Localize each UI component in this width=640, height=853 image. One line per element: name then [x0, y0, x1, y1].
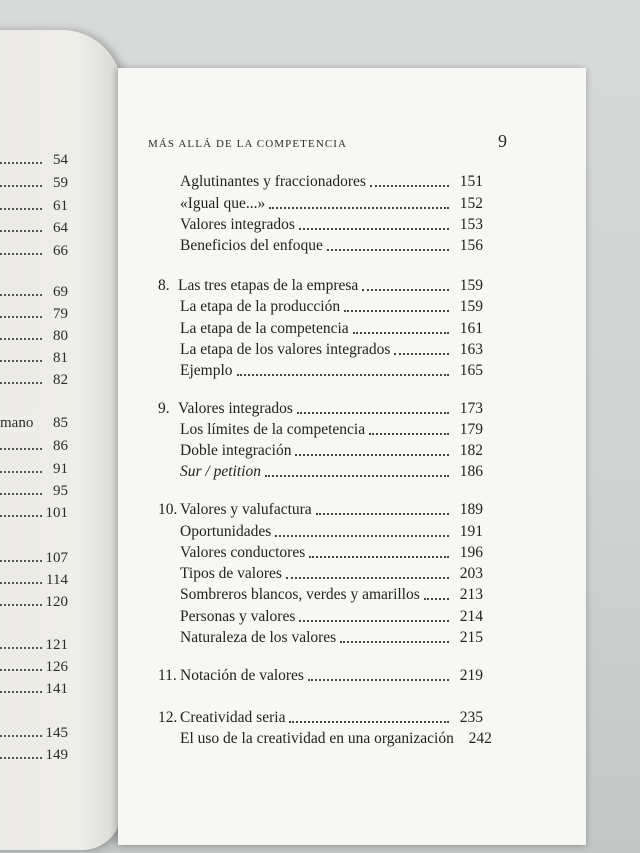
chapter-title: Notación de valores	[180, 667, 304, 684]
section-title: La etapa de la producción	[180, 298, 341, 315]
dot-leader	[0, 515, 42, 517]
toc-entry	[180, 582, 483, 604]
toc-entry	[180, 604, 483, 626]
section-title: Los límites de la competencia	[180, 421, 366, 438]
dot-leader	[269, 207, 449, 209]
page-ref: 186	[459, 463, 483, 480]
toc-entry	[180, 417, 483, 439]
dot-leader	[327, 249, 449, 251]
page-ref: 213	[459, 586, 483, 603]
dot-leader	[0, 185, 42, 187]
left-page-entry	[0, 500, 68, 522]
chapter-title: Valores integrados	[178, 400, 293, 417]
dot-leader	[340, 641, 449, 643]
page-ref: 242	[468, 730, 492, 747]
left-page-entry	[0, 193, 68, 215]
page-ref: 173	[459, 400, 483, 417]
dot-leader	[289, 721, 449, 723]
dot-leader	[0, 669, 42, 671]
dot-leader	[0, 162, 42, 164]
dot-leader	[309, 556, 449, 558]
left-page-entry-page: 121	[45, 637, 68, 653]
toc-entry	[180, 438, 483, 460]
dot-leader	[0, 294, 42, 296]
left-page-entry-page: 114	[46, 572, 68, 588]
left-page-entry	[0, 170, 68, 192]
section-title: Valores integrados	[180, 216, 295, 233]
dot-leader	[0, 691, 42, 693]
dot-leader	[295, 454, 449, 456]
left-page-entry	[0, 238, 68, 260]
toc-entry	[180, 625, 483, 647]
dot-leader	[237, 374, 449, 376]
toc-entry	[158, 663, 483, 685]
dot-leader	[0, 493, 42, 495]
dot-leader	[0, 253, 42, 255]
left-page-entry-page: 101	[45, 505, 68, 521]
left-page-entry	[0, 456, 68, 478]
chapter-number: 8.	[158, 277, 170, 294]
left-page-entry-page: 126	[45, 659, 68, 675]
left-page-entry-page: 82	[53, 372, 68, 388]
page-ref: 179	[459, 421, 483, 438]
section-title: Sombreros blancos, verdes y amarillos	[180, 586, 420, 603]
chapter-title: Valores y valufactura	[180, 501, 312, 518]
dot-leader	[0, 208, 42, 210]
running-head: MÁS ALLÁ DE LA COMPETENCIA	[148, 138, 348, 150]
dot-leader	[424, 598, 449, 600]
section-title: La etapa de los valores integrados	[180, 341, 391, 358]
left-page-entry-page: 66	[53, 243, 68, 259]
chapter-title: Creatividad seria	[180, 709, 286, 726]
left-page-entry-page: 95	[53, 483, 68, 499]
page-ref: 153	[459, 216, 483, 233]
dot-leader	[353, 332, 449, 334]
dot-leader	[0, 230, 42, 232]
page-ref: 151	[459, 173, 483, 190]
page-ref: 159	[459, 298, 483, 315]
left-page-entry-page: 81	[53, 350, 68, 366]
page-ref: 189	[459, 501, 483, 518]
toc-entry	[180, 191, 483, 213]
page-number: 9	[498, 131, 507, 151]
page-ref: 165	[459, 362, 483, 379]
toc-entry	[180, 459, 483, 481]
section-title: Personas y valores	[180, 608, 296, 625]
left-page-entry	[0, 433, 68, 455]
dot-leader	[362, 289, 449, 291]
page-ref: 235	[459, 709, 483, 726]
left-page-entry-page: 61	[53, 198, 68, 214]
toc-entry	[158, 273, 483, 295]
toc-entry	[180, 212, 483, 234]
left-page	[0, 30, 122, 850]
dot-leader	[0, 448, 42, 450]
dot-leader	[0, 735, 42, 737]
page-ref: 163	[459, 341, 483, 358]
page-ref: 196	[459, 544, 483, 561]
dot-leader	[0, 316, 42, 318]
chapter-number: 9.	[158, 400, 170, 417]
left-page-entry-page: 91	[53, 461, 68, 477]
page-ref: 203	[459, 565, 483, 582]
dot-leader	[344, 310, 449, 312]
dot-leader	[0, 582, 42, 584]
dot-leader	[265, 475, 449, 477]
page-ref: 156	[459, 237, 483, 254]
left-page-entry	[0, 632, 68, 654]
section-title: Valores conductores	[180, 544, 306, 561]
toc-entry	[180, 233, 483, 255]
section-title: Beneficios del enfoque	[180, 237, 323, 254]
left-page-entry	[0, 589, 68, 611]
left-page-entry	[0, 279, 68, 301]
left-page-entry	[0, 478, 68, 500]
chapter-number: 12.	[158, 709, 178, 726]
chapter-number: 11.	[158, 667, 177, 684]
left-page-entry-page: 80	[53, 328, 68, 344]
dot-leader	[299, 228, 449, 230]
dot-leader	[0, 471, 42, 473]
section-title: Sur / petition	[180, 463, 261, 480]
left-page-entry	[0, 215, 68, 237]
left-page-entry-page: 149	[45, 747, 68, 763]
left-page-entry-label: mano	[0, 415, 36, 432]
section-title: Naturaleza de los valores	[180, 629, 337, 646]
left-page-entry-page: 79	[53, 306, 68, 322]
left-page-entry-page: 54	[53, 152, 68, 168]
left-page-entry	[0, 742, 68, 764]
page-ref: 191	[459, 523, 483, 540]
toc-entry	[180, 726, 492, 748]
page-ref: 182	[459, 442, 483, 459]
dot-leader	[286, 577, 449, 579]
toc-entry	[158, 497, 483, 519]
left-page-entry	[0, 676, 68, 698]
dot-leader	[369, 433, 449, 435]
left-page-entry-page: 69	[53, 284, 68, 300]
toc-entry	[158, 705, 483, 727]
toc-entry	[180, 519, 483, 541]
dot-leader	[394, 353, 449, 355]
left-page-entry-page: 86	[53, 438, 68, 454]
toc-entry	[180, 540, 483, 562]
left-page-entry-page: 85	[53, 415, 68, 431]
left-page-entry	[0, 301, 68, 323]
dot-leader	[0, 647, 42, 649]
section-title: Aglutinantes y fraccionadores	[180, 173, 366, 190]
left-page-entry	[0, 367, 68, 389]
chapter-title: Las tres etapas de la empresa	[178, 277, 359, 294]
left-page-entry	[0, 545, 68, 567]
left-page-entry-page: 107	[45, 550, 68, 566]
page-ref: 159	[459, 277, 483, 294]
chapter-number: 10.	[158, 501, 178, 518]
dot-leader	[0, 757, 42, 759]
left-page-entry	[0, 147, 68, 169]
left-page-entry	[0, 410, 68, 432]
left-page-entry	[0, 345, 68, 367]
section-title: El uso de la creatividad en una organización	[180, 730, 454, 747]
section-title: La etapa de la competencia	[180, 320, 349, 337]
left-page-entry-page: 120	[45, 594, 68, 610]
dot-leader	[275, 535, 449, 537]
toc-entry	[180, 337, 483, 359]
dot-leader	[297, 412, 449, 414]
dot-leader	[0, 338, 42, 340]
dot-leader	[0, 382, 42, 384]
left-page-entry-page: 145	[45, 725, 68, 741]
page-ref: 152	[459, 195, 483, 212]
left-page-entry	[0, 654, 68, 676]
section-title: Oportunidades	[180, 523, 272, 540]
dot-leader	[370, 185, 449, 187]
dot-leader	[299, 620, 449, 622]
section-title: «Igual que...»	[180, 195, 266, 212]
dot-leader	[0, 604, 42, 606]
section-title: Tipos de valores	[180, 565, 282, 582]
page-ref: 214	[459, 608, 483, 625]
left-page-entry	[0, 567, 68, 589]
left-page-entry-page: 64	[53, 220, 68, 236]
dot-leader	[0, 360, 42, 362]
toc-entry	[180, 169, 483, 191]
left-page-entry-page: 141	[45, 681, 68, 697]
dot-leader	[308, 679, 449, 681]
left-page-entry	[0, 720, 68, 742]
toc-entry	[180, 561, 483, 583]
page-ref: 161	[459, 320, 483, 337]
left-page-entry-page: 59	[53, 175, 68, 191]
left-page-entry	[0, 323, 68, 345]
dot-leader	[0, 560, 42, 562]
toc-entry	[180, 316, 483, 338]
toc-entry	[180, 358, 483, 380]
toc-entry	[180, 294, 483, 316]
toc-entry	[158, 396, 483, 418]
page-ref: 215	[459, 629, 483, 646]
page-ref: 219	[459, 667, 483, 684]
section-title: Ejemplo	[180, 362, 233, 379]
section-title: Doble integración	[180, 442, 292, 459]
dot-leader	[316, 513, 449, 515]
